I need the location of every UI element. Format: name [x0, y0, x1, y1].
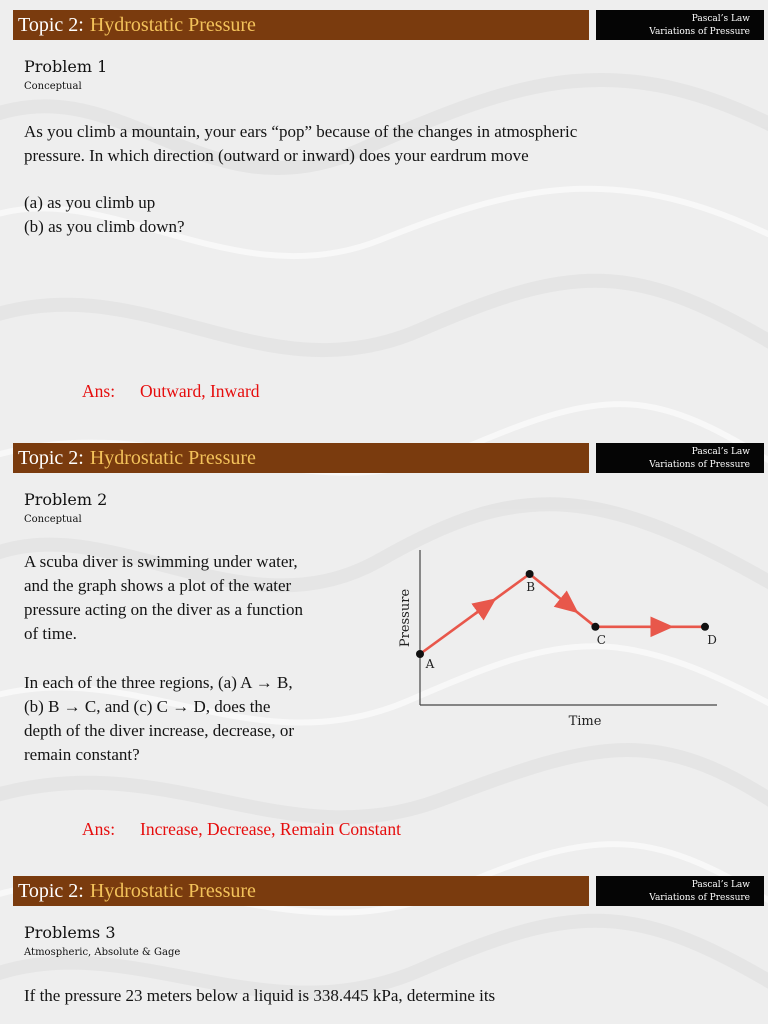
data-point-C: [591, 623, 599, 631]
x-axis-label: Time: [568, 714, 602, 729]
question-line: In each of the three regions, (a) A → B,: [24, 673, 293, 692]
direction-arrow-B-C: [563, 600, 571, 606]
subtopic-line1: Pascal’s Law: [691, 447, 750, 457]
topic-name: Hydrostatic Pressure: [89, 13, 256, 36]
point-label-B: B: [526, 580, 536, 594]
question-text: [24, 120, 577, 168]
point-label-A: A: [425, 657, 435, 671]
subtopic-line1: Pascal’s Law: [691, 880, 750, 890]
y-axis-label: Pressure: [398, 588, 413, 648]
data-point-B: [526, 570, 534, 578]
answer-text: Outward, Inward: [140, 381, 260, 401]
question-line: and the graph shows a plot of the water: [24, 576, 292, 595]
answer-text: Increase, Decrease, Remain Constant: [140, 819, 401, 839]
part-b: (b) as you climb down?: [24, 217, 185, 236]
data-point-D: [701, 623, 709, 631]
answer-label: Ans:: [82, 819, 116, 839]
subtopic-box: [596, 876, 764, 906]
topic-label: Topic 2:: [18, 446, 84, 469]
problem-title: Problems 3: [24, 923, 116, 942]
question-line: A scuba diver is swimming under water,: [24, 552, 298, 571]
topic-label: Topic 2:: [18, 13, 84, 36]
topic-header-bar: [13, 443, 589, 473]
subtopic-line1: Pascal’s Law: [691, 14, 750, 24]
part-a: (a) as you climb up: [24, 193, 156, 212]
problem-title: Problem 1: [24, 57, 108, 76]
question-line: depth of the diver increase, decrease, or: [24, 721, 294, 740]
topic-name: Hydrostatic Pressure: [89, 446, 256, 469]
question-paragraph-1: [24, 550, 303, 646]
question-line: pressure acting on the diver as a function: [24, 600, 303, 619]
problem-subtitle: Conceptual: [24, 81, 82, 92]
direction-arrow-A-B: [475, 604, 488, 614]
subtopic-line2: Variations of Pressure: [649, 460, 750, 470]
point-label-D: D: [707, 632, 717, 647]
topic-header-bar: [13, 10, 589, 40]
subtopic-line2: Variations of Pressure: [649, 893, 750, 903]
pressure-time-chart: [385, 540, 725, 740]
problem-subtitle: Atmospheric, Absolute & Gage: [24, 947, 181, 958]
question-line: As you climb a mountain, your ears “pop” because of the changes in atmospheric: [24, 122, 578, 141]
topic-header-bar: [13, 876, 589, 906]
topic-name: Hydrostatic Pressure: [89, 879, 256, 902]
question-line: If the pressure 23 meters below a liquid is 338.445 kPa, determine its: [24, 986, 496, 1005]
point-label-C: C: [596, 632, 606, 647]
question-line: pressure. In which direction (outward or inward) does your eardrum move: [24, 146, 529, 165]
problem-subtitle: Conceptual: [24, 514, 82, 525]
topic-label: Topic 2:: [18, 879, 84, 902]
question-parts: [24, 191, 185, 239]
subtopic-line2: Variations of Pressure: [649, 27, 750, 37]
series-segment-A-B: [420, 574, 530, 654]
answer-label: Ans:: [82, 381, 116, 401]
question-text: [24, 984, 495, 1008]
question-line: of time.: [24, 624, 77, 643]
question-line: remain constant?: [24, 745, 140, 764]
question-paragraph-2: [24, 671, 294, 767]
subtopic-box: [596, 443, 764, 473]
question-line: (b) B → C, and (c) C → D, does the: [24, 697, 271, 716]
data-point-A: [416, 650, 424, 658]
problem-title: Problem 2: [24, 490, 108, 509]
subtopic-box: [596, 10, 764, 40]
